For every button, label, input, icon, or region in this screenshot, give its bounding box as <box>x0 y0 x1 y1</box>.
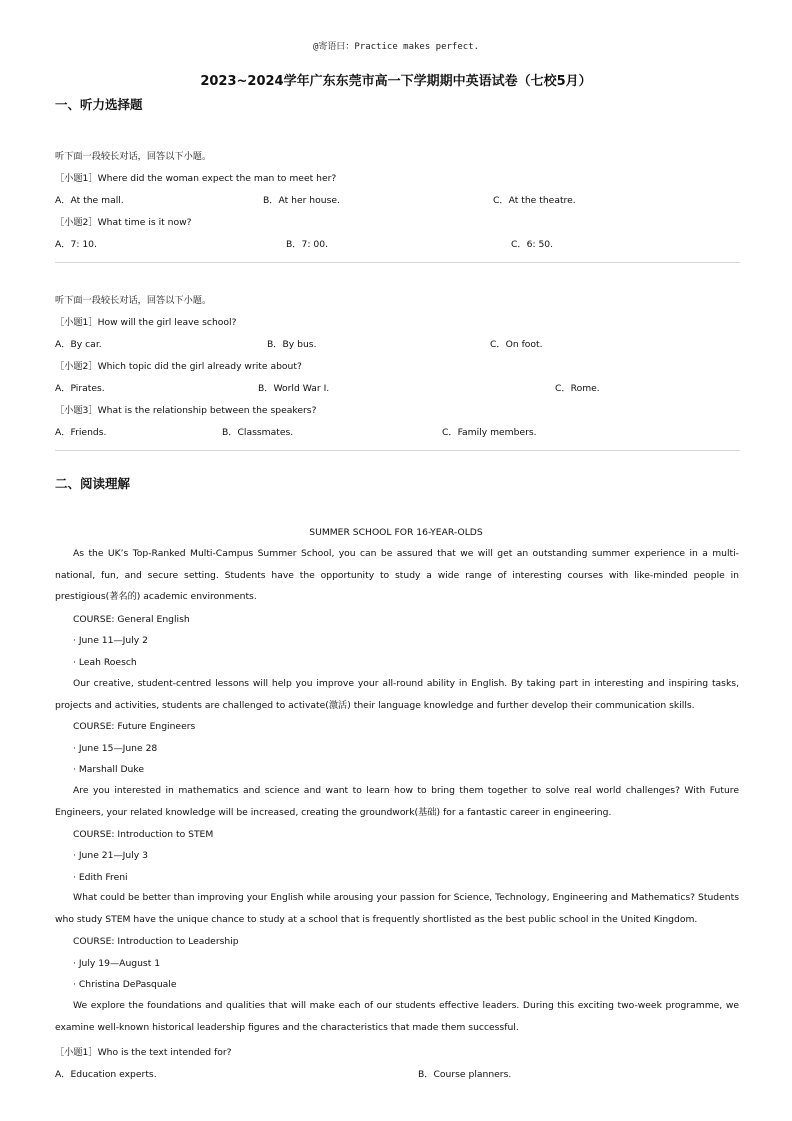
divider <box>55 262 740 263</box>
option-a[interactable]: A．Pirates. <box>55 383 105 394</box>
course-name: COURSE: Introduction to Leadership <box>73 936 239 947</box>
section-heading-listening: 一、听力选择题 <box>55 97 143 112</box>
course-description: We explore the foundations and qualities that will make each of our students effective leaders. During this exciting two-week programme, we examine well-known historical leadership figures and the characteristics that made them successful. <box>55 1000 739 1033</box>
course-dates: · June 11—July 2 <box>73 635 148 646</box>
course-description: What could be better than improving your English while arousing your passion for Science, Technology, Engineering and Mathematics? Students who study STEM have the unique chance to study at a school that is frequently shortlisted as the best public school in the United Kingdom. <box>55 892 739 925</box>
page-motto: @寄语曰：Practice makes perfect. <box>312 42 480 52</box>
option-a[interactable]: A．By car. <box>55 339 102 350</box>
passage-intro: As the UK’s Top-Ranked Multi-Campus Summer School, you can be assured that we will get an outstanding summer experience in a multi-national, fun, and secure setting. Students have the opportunity to study a wide range of interesting courses with like-minded people in prestigious(著名的) academic environments. <box>55 548 739 602</box>
question-text: ［小题1］Where did the woman expect the man to meet her? <box>55 173 337 184</box>
option-b[interactable]: B．7: 00. <box>286 239 328 250</box>
course-teacher: · Marshall Duke <box>73 764 144 775</box>
page-title: 2023~2024学年广东东莞市高一下学期期中英语试卷（七校5月） <box>200 74 592 89</box>
course-dates: · July 19—August 1 <box>73 958 161 969</box>
option-b[interactable]: B．Classmates. <box>222 427 294 438</box>
passage-title: SUMMER SCHOOL FOR 16-YEAR-OLDS <box>309 527 483 538</box>
option-c[interactable]: C．On foot. <box>490 339 543 350</box>
course-name: COURSE: General English <box>73 614 190 625</box>
option-c[interactable]: C．At the theatre. <box>493 195 576 206</box>
course-description: Are you interested in mathematics and science and want to learn how to bring them together to solve real world challenges? With Future Engineers, your related knowledge will be increased, creating the groundwork(基础) for a fantastic career in engineering. <box>55 785 739 818</box>
option-c[interactable]: C．6: 50. <box>511 239 554 250</box>
question-text: ［小题3］What is the relationship between the speakers? <box>55 405 317 416</box>
question-text: ［小题1］Who is the text intended for? <box>55 1047 232 1058</box>
course-name: COURSE: Future Engineers <box>73 721 196 732</box>
course-teacher: · Christina DePasquale <box>73 979 177 990</box>
instruction-text: 听下面一段较长对话，回答以下小题。 <box>55 295 212 306</box>
option-a[interactable]: A．7: 10. <box>55 239 97 250</box>
course-dates: · June 15—June 28 <box>73 743 158 754</box>
option-b[interactable]: B．By bus. <box>267 339 317 350</box>
option-b[interactable]: B．Course planners. <box>418 1069 512 1080</box>
divider <box>55 450 740 451</box>
course-teacher: · Edith Freni <box>73 872 128 883</box>
instruction-text: 听下面一段较长对话，回答以下小题。 <box>55 151 212 162</box>
option-a[interactable]: A．Education experts. <box>55 1069 157 1080</box>
option-a[interactable]: A．At the mall. <box>55 195 124 206</box>
option-c[interactable]: C．Family members. <box>442 427 537 438</box>
option-b[interactable]: B．World War I. <box>258 383 330 394</box>
course-teacher: · Leah Roesch <box>73 657 137 668</box>
option-a[interactable]: A．Friends. <box>55 427 107 438</box>
option-b[interactable]: B．At her house. <box>263 195 340 206</box>
option-c[interactable]: C．Rome. <box>555 383 600 394</box>
question-text: ［小题2］Which topic did the girl already write about? <box>55 361 302 372</box>
section-heading-reading: 二、阅读理解 <box>55 476 131 491</box>
question-text: ［小题2］What time is it now? <box>55 217 192 228</box>
course-dates: · June 21—July 3 <box>73 850 148 861</box>
question-text: ［小题1］How will the girl leave school? <box>55 317 237 328</box>
course-name: COURSE: Introduction to STEM <box>73 829 214 840</box>
course-description: Our creative, student-centred lessons will help you improve your all-round ability in English. By taking part in interesting and inspiring tasks, projects and activities, students are challenged to activate(激活) their language knowledge and further develop their communication skills. <box>55 678 739 711</box>
